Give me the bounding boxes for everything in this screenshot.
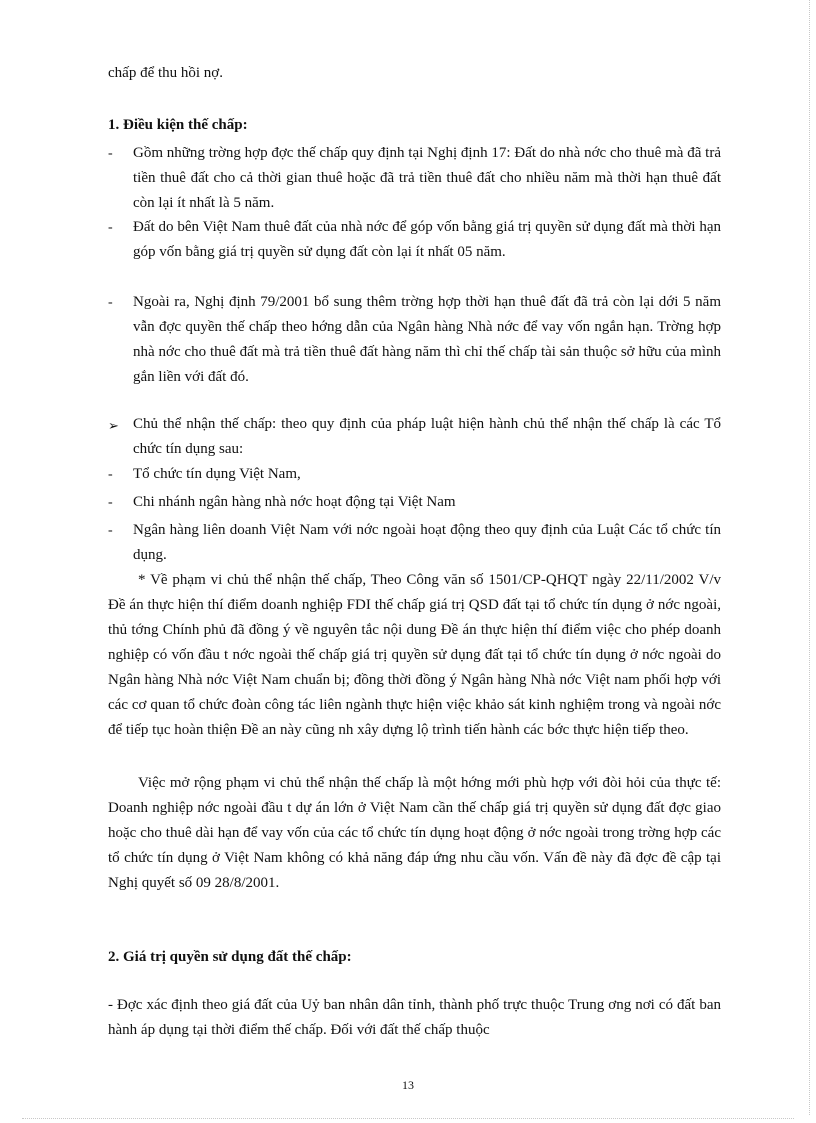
subject-paragraph-2	[108, 771, 721, 896]
paragraph: * Về phạm vi chủ thể nhận thế chấp, Theo Công văn số 1501/CP-QHQT ngày 22/11/2002 V/v Đề án thực hiện thí điểm doanh nghiệp FDI thế chấp giá trị QSD đất tại tổ chức tín dụng ở nớc ngoài, thủ tớng Chính phủ đã đồng ý về nguyên tắc nội dung Đề án thực hiện thí điểm việc cho phép doanh nghiệp có vốn đầu t nớc ngoài thế chấp giá trị quyền sử dụng đất tại tổ chức tín dụng ở nớc ngoài do Ngân hàng Nhà nớc Việt Nam chuẩn bị; đồng thời đồng ý Ngân hàng Nhà nớc Việt nam phối hợp với các cơ quan tổ chức đoàn công tác liên ngành thực hiện việc khảo sát kinh nghiệm trong và ngoài nớc để tiếp tục hoàn thiện Đề an này cũng nh xây dựng lộ trình tiến hành các bớc thực hiện tiếp theo.	[108, 572, 721, 738]
list-item-text: Ngoài ra, Nghị định 79/2001 bổ sung thêm trờng hợp thời hạn thuê đất đã trả còn lại dới 5 năm vẫn đợc quyền thế chấp theo hớng dẫn của Ngân hàng Nhà nớc để vay vốn ngắn hạn. Trờng hợp nhà nớc cho thuê đất mà trả tiền thuê đất hàng năm thì chỉ thế chấp tài sản thuộc sở hữu của mình gắn liền với đất đó.	[133, 294, 721, 385]
subject-paragraph-1	[108, 568, 721, 743]
arrow-bullet-icon: ➢	[108, 418, 119, 433]
paragraph: - Đợc xác định theo giá đất của Uỷ ban nhân dân tỉnh, thành phố trực thuộc Trung ơng nơi có đất ban hành áp dụng tại thời điểm thế chấp. Đối với đất thế chấp thuộc	[108, 997, 721, 1038]
section-1-list	[108, 215, 721, 265]
dash-bullet-icon: -	[108, 467, 113, 482]
list-item	[108, 462, 721, 487]
section-1-list	[108, 141, 721, 216]
page-number: 13	[402, 1078, 414, 1092]
subject-list	[108, 490, 721, 515]
subject-list	[108, 462, 721, 487]
intro-tail-block	[108, 61, 721, 86]
section-2-heading: 2. Giá trị quyền sử dụng đất thế chấp:	[108, 949, 352, 965]
section-1	[108, 113, 721, 138]
subject-intro-block	[108, 412, 721, 462]
section-2-body	[108, 993, 721, 1043]
section-2	[108, 945, 721, 970]
dash-bullet-icon: -	[108, 295, 113, 310]
subject-intro-text: Chủ thể nhận thế chấp: theo quy định của pháp luật hiện hành chủ thể nhận thế chấp là các Tổ chức tín dụng sau:	[133, 416, 721, 457]
list-item	[108, 141, 721, 216]
bottom-dotted-divider	[22, 1118, 794, 1119]
dash-bullet-icon: -	[108, 146, 113, 161]
list-item-text: Ngân hàng liên doanh Việt Nam với nớc ngoài hoạt động theo quy định của Luật Các tổ chức tín dụng.	[133, 522, 721, 563]
paragraph: Việc mở rộng phạm vi chủ thể nhận thế chấp là một hớng mới phù hợp với đòi hỏi của thực tế: Doanh nghiệp nớc ngoài đầu t dự án lớn ở Việt Nam cần thế chấp giá trị quyền sử dụng đất đợc giao hoặc cho thuê dài hạn để vay vốn của các tổ chức tín dụng hoạt động ở nớc ngoài trong trờng hợp các tổ chức tín dụng ở Việt Nam không có khả năng đáp ứng nhu cầu vốn. Vấn đề này đã đợc đề cập tại Nghị quyết số 09 28/8/2001.	[108, 775, 721, 891]
subject-list	[108, 518, 721, 568]
dash-bullet-icon: -	[108, 523, 113, 538]
list-item-text: Tổ chức tín dụng Việt Nam,	[133, 466, 301, 482]
dash-bullet-icon: -	[108, 495, 113, 510]
list-item	[108, 490, 721, 515]
intro-tail: chấp để thu hồi nợ.	[108, 65, 223, 81]
dash-bullet-icon: -	[108, 220, 113, 235]
subject-intro	[108, 412, 721, 462]
list-item-text: Chi nhánh ngân hàng nhà nớc hoạt động tại Việt Nam	[133, 494, 456, 510]
section-1-heading: 1. Điều kiện thế chấp:	[108, 117, 248, 133]
list-item-text: Gồm những trờng hợp đợc thế chấp quy định tại Nghị định 17: Đất do nhà nớc cho thuê mà đã trả tiền thuê đất cho cả thời gian thuê hoặc đã trả tiền thuê đất cho nhiều năm mà thời hạn thuê đất còn lại ít nhất là 5 năm.	[133, 145, 721, 211]
list-item-text: Đất do bên Việt Nam thuê đất của nhà nớc để góp vốn bằng giá trị quyền sử dụng đất mà thời hạn góp vốn bằng giá trị quyền sử dụng đất còn lại ít nhất 05 năm.	[133, 219, 721, 260]
right-dotted-divider	[809, 0, 810, 1115]
section-1-list	[108, 290, 721, 390]
list-item	[108, 518, 721, 568]
list-item	[108, 290, 721, 390]
list-item	[108, 215, 721, 265]
